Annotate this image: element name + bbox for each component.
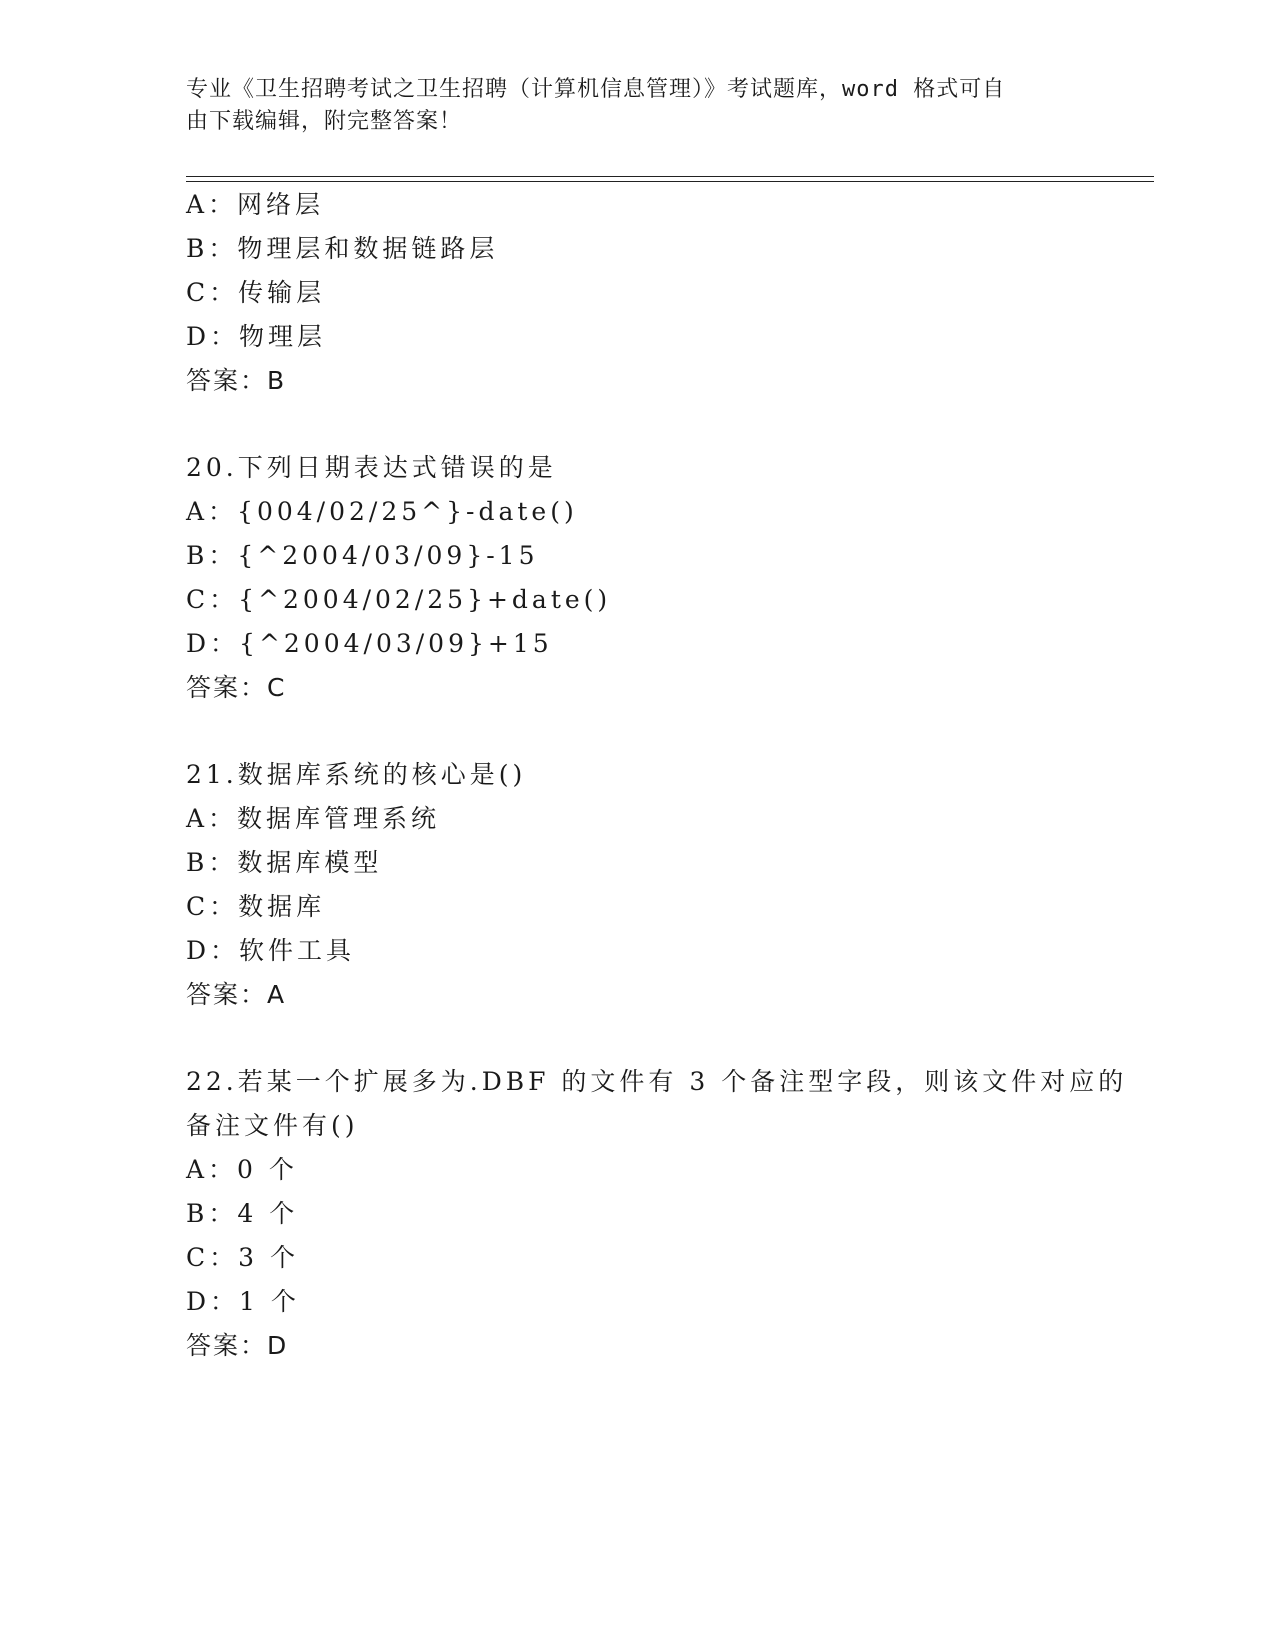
header-divider-bottom <box>186 181 1154 182</box>
header-line-1: 专业《卫生招聘考试之卫生招聘（计算机信息管理）》考试题库，word 格式可自 <box>186 77 1006 102</box>
q22-option-a: A：0 个 <box>186 1155 298 1184</box>
q22-question-line-1: 22.若某一个扩展多为.DBF 的文件有 3 个备注型字段，则该文件对应的 <box>186 1067 1128 1096</box>
q20-question: 20.下列日期表达式错误的是 <box>186 453 557 482</box>
q22-question-line-2: 备注文件有() <box>186 1111 359 1140</box>
document-header <box>186 74 1066 138</box>
q20-option-c: C：{^2004/02/25}+date() <box>186 585 612 614</box>
q21-option-d: D：软件工具 <box>186 936 356 965</box>
q19-answer: 答案：B <box>186 366 287 395</box>
q20-option-a: A：{004/02/25^}-date() <box>186 497 578 526</box>
q22-answer: 答案：D <box>186 1331 289 1360</box>
q19-option-a: A：网络层 <box>186 190 325 219</box>
q22-option-d: D：1 个 <box>186 1287 300 1316</box>
header-line-2: 由下载编辑，附完整答案！ <box>186 109 463 134</box>
header-divider-top <box>186 176 1154 177</box>
q21-option-a: A：数据库管理系统 <box>186 804 441 833</box>
q19-option-b: B：物理层和数据链路层 <box>186 234 499 263</box>
q19-option-d: D：物理层 <box>186 322 327 351</box>
q21-option-c: C：数据库 <box>186 892 326 921</box>
q19-option-c: C：传输层 <box>186 278 326 307</box>
q22-option-b: B：4 个 <box>186 1199 299 1228</box>
q21-question: 21.数据库系统的核心是() <box>186 760 527 789</box>
q21-option-b: B：数据库模型 <box>186 848 383 877</box>
q20-option-d: D：{^2004/03/09}+15 <box>186 629 553 658</box>
q20-answer: 答案：C <box>186 673 287 702</box>
q21-answer: 答案：A <box>186 980 287 1009</box>
q22-option-c: C：3 个 <box>186 1243 299 1272</box>
q20-option-b: B：{^2004/03/09}-15 <box>186 541 539 570</box>
